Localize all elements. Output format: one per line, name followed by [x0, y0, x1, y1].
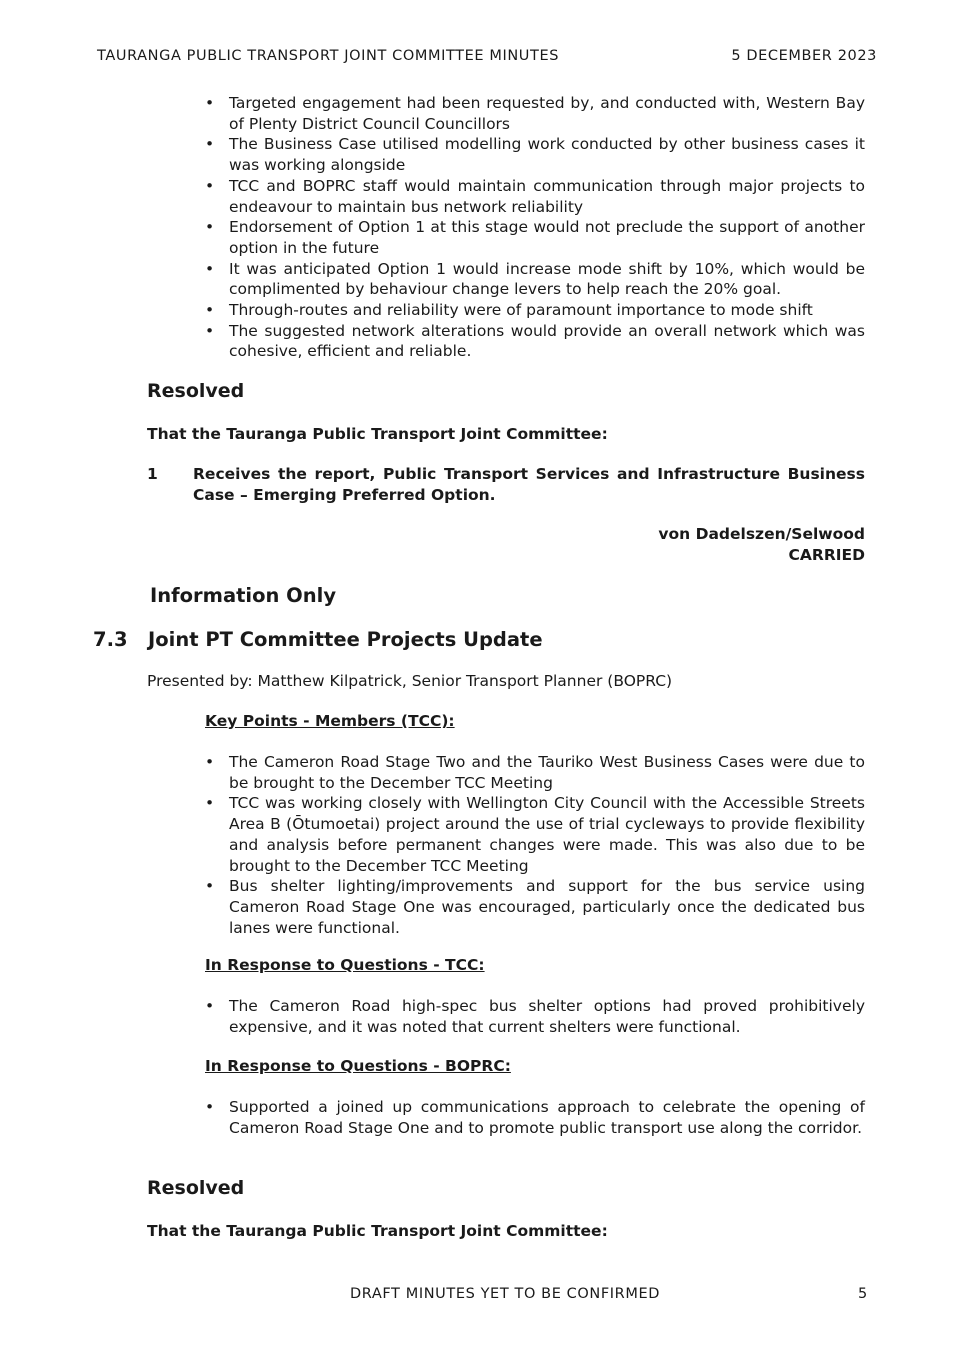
resolution-number: 1 — [147, 465, 158, 483]
header-title: TAURANGA PUBLIC TRANSPORT JOINT COMMITTEE MINUTES — [97, 48, 560, 64]
list-item: • The Business Case utilised modelling work conducted by other business cases it was working alongside — [205, 134, 865, 175]
resolution-item — [147, 464, 865, 505]
questions-boprc-list — [205, 1097, 865, 1138]
section-number: 7.3 — [93, 628, 128, 651]
list-item: • It was anticipated Option 1 would increase mode shift by 10%, which would be complimented by behaviour change levers to help reach the 20% goal. — [205, 259, 865, 300]
resolved-heading-2: Resolved — [147, 1177, 245, 1199]
list-item: • Endorsement of Option 1 at this stage would not preclude the support of another option in the future — [205, 217, 865, 258]
list-item: • Bus shelter lighting/improvements and support for the bus service using Cameron Road Stage One was encouraged, particularly once the dedicated bus lanes were functional. — [205, 876, 865, 938]
resolution-movers: von Dadelszen/Selwood — [658, 525, 865, 543]
questions-boprc-heading: In Response to Questions - BOPRC: — [205, 1057, 511, 1075]
list-item: • The Cameron Road high-spec bus shelter options had proved prohibitively expensive, and it was noted that current shelters were functional. — [205, 996, 865, 1037]
resolution-text: Receives the report, Public Transport Services and Infrastructure Business Case – Emerging Preferred Option. — [193, 465, 865, 504]
resolved-heading: Resolved — [147, 380, 245, 402]
discussion-bullet-list — [205, 93, 865, 362]
footer-note: DRAFT MINUTES YET TO BE CONFIRMED — [350, 1286, 660, 1302]
key-points-list — [205, 752, 865, 938]
page-number: 5 — [858, 1286, 868, 1302]
list-item: • TCC was working closely with Wellington City Council with the Accessible Streets Area B (Ōtumoetai) project around the use of trial cycleways to provide flexibility and analysis before permanent changes were made. This was also due to be brought to the December TCC Meeting — [205, 793, 865, 876]
resolution-intro-2: That the Tauranga Public Transport Joint Committee: — [147, 1222, 608, 1240]
list-item: • Through-routes and reliability were of paramount importance to mode shift — [205, 300, 865, 321]
list-item: • The Cameron Road Stage Two and the Tauriko West Business Cases were due to be brought to the December TCC Meeting — [205, 752, 865, 793]
questions-tcc-list — [205, 996, 865, 1037]
list-item: • The suggested network alterations would provide an overall network which was cohesive, efficient and reliable. — [205, 321, 865, 362]
list-item: • Targeted engagement had been requested by, and conducted with, Western Bay of Plenty District Council Councillors — [205, 93, 865, 134]
resolution-movers-block — [658, 524, 865, 565]
information-only-heading: Information Only — [150, 584, 337, 607]
list-item: • TCC and BOPRC staff would maintain communication through major projects to endeavour to maintain bus network reliability — [205, 176, 865, 217]
resolution-intro: That the Tauranga Public Transport Joint Committee: — [147, 425, 608, 443]
questions-tcc-heading: In Response to Questions - TCC: — [205, 956, 485, 974]
header-date: 5 DECEMBER 2023 — [731, 48, 877, 64]
section-title: Joint PT Committee Projects Update — [148, 628, 543, 651]
resolution-outcome: CARRIED — [788, 545, 865, 564]
presented-by: Presented by: Matthew Kilpatrick, Senior Transport Planner (BOPRC) — [147, 672, 673, 690]
key-points-heading: Key Points - Members (TCC): — [205, 712, 455, 730]
list-item: • Supported a joined up communications approach to celebrate the opening of Cameron Road Stage One and to promote public transport use along the corridor. — [205, 1097, 865, 1138]
